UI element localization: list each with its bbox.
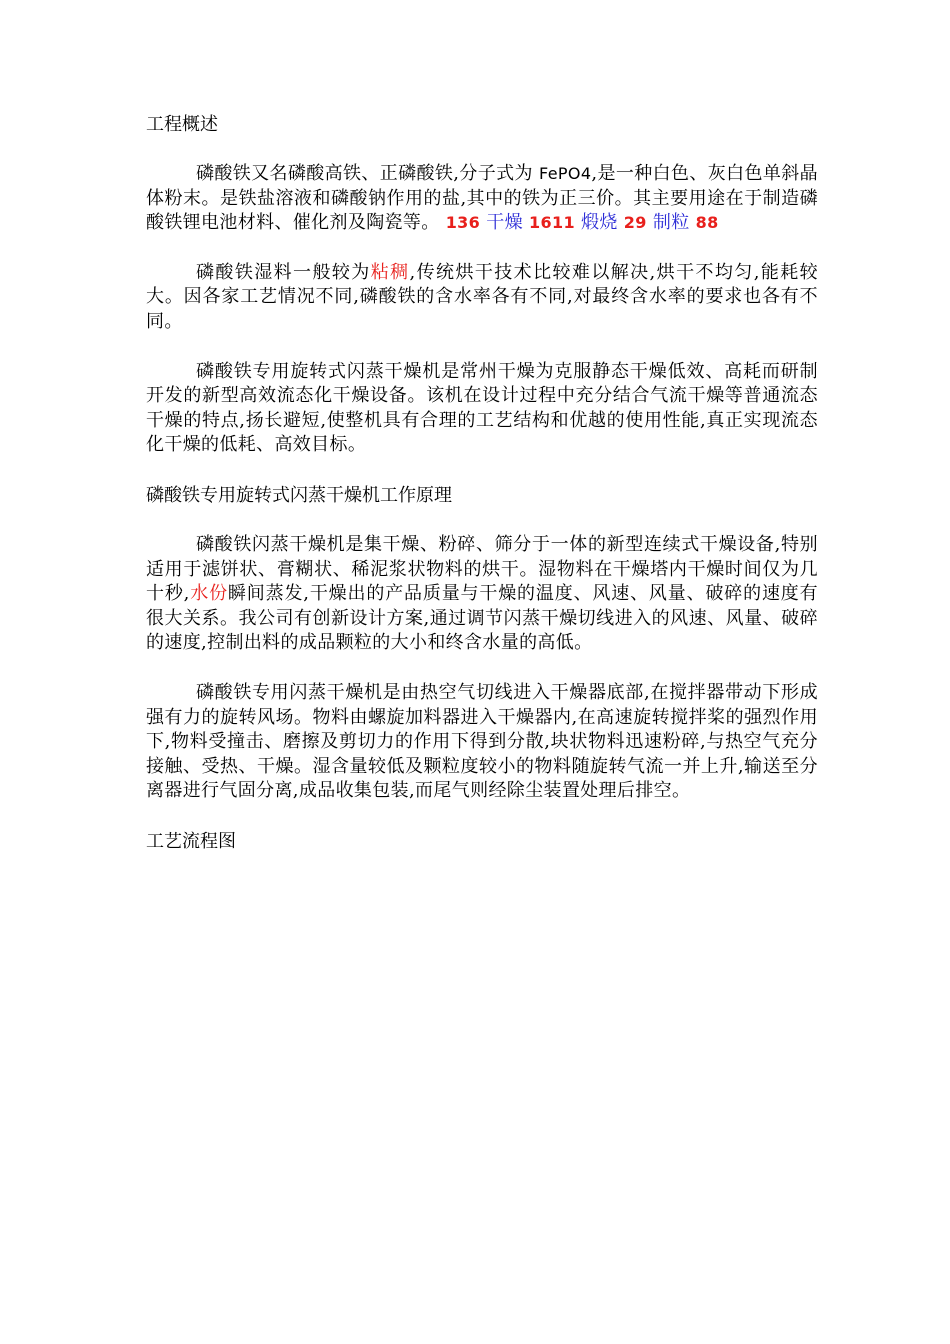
paragraph-text: 瞬间蒸发,干燥出的产品质量与干燥的温度、风速、风量、破碎的速度有很大关系。我公司有创新设计方案,通过调节闪蒸干燥切线进入的风速、风量、破碎的速度,控制出料的成品颗粒的大小和终含水量的高低。 — [146, 583, 818, 654]
paragraph-overview-1 — [146, 162, 818, 236]
keyword-link[interactable]: 制粒 — [652, 212, 690, 234]
paragraph-text: ,是一种白色、灰白色单斜晶体粉末。是铁盐溶液和磷酸钠作用的盐,其中的铁为正三价。其主要用途在于制造磷酸铁锂电池材料、催化剂及陶瓷等。 — [146, 163, 818, 234]
highlight-keyword[interactable]: 粘稠 — [370, 261, 410, 283]
keyword-link[interactable]: 煅烧 — [581, 212, 618, 234]
document-page — [146, 112, 818, 879]
keyword-number: 29 — [623, 213, 647, 233]
keyword-number: 136 — [445, 213, 481, 233]
paragraph-text: ,传统烘干技术比较难以解决,烘干不均匀,能耗较大。因各家工艺情况不同,磷酸铁的含水率各有不同,对最终含水率的要求也各有不同。 — [146, 261, 819, 332]
paragraph-overview-3: 磷酸铁专用旋转式闪蒸干燥机是常州干燥为克服静态干燥低效、高耗而研制开发的新型高效流态化干燥设备。该机在设计过程中充分结合气流干燥等普通流态干燥的特点,扬长避短,使整机具有合理的工艺结构和优越的使用性能,真正实现流态化干燥的低耗、高效目标。 — [146, 360, 818, 456]
section-title-principle: 磷酸铁专用旋转式闪蒸干燥机工作原理 — [146, 484, 452, 506]
paragraph-text: 磷酸铁闪蒸干燥机是集干燥、粉碎、筛分于一体的新型连续式干燥设备,特别适用于滤饼状、膏糊状、稀泥浆状物料的烘干。湿物料在干燥塔内干燥时间仅为几十秒, — [146, 533, 818, 605]
paragraph-text: 磷酸铁湿料一般较为 — [196, 261, 371, 283]
chemical-formula: FePO4 — [539, 164, 592, 183]
keyword-number: 1611 — [529, 213, 575, 233]
paragraph-overview-2 — [146, 261, 818, 335]
section-title-flow: 工艺流程图 — [146, 830, 236, 852]
paragraph-text: 磷酸铁又名磷酸高铁、正磷酸铁,分子式为 — [196, 163, 540, 184]
paragraph-principle-1 — [146, 533, 818, 656]
keyword-number: 88 — [695, 213, 719, 233]
paragraph-principle-2: 磷酸铁专用闪蒸干燥机是由热空气切线进入干燥器底部,在搅拌器带动下形成强有力的旋转风场。物料由螺旋加料器进入干燥器内,在高速旋转搅拌桨的强烈作用下,物料受撞击、磨擦及剪切力的作用下得到分散,块状物料迅速粉碎,与热空气充分接触、受热、干燥。湿含量较低及颗粒度较小的物料随旋转气流一并上升,输送至分离器进行气固分离,成品收集包装,而尾气则经除尘装置处理后排空。 — [146, 681, 818, 802]
highlight-keyword[interactable]: 水份 — [189, 583, 228, 605]
section-title-overview: 工程概述 — [146, 114, 218, 135]
keyword-link[interactable]: 干燥 — [486, 212, 523, 234]
